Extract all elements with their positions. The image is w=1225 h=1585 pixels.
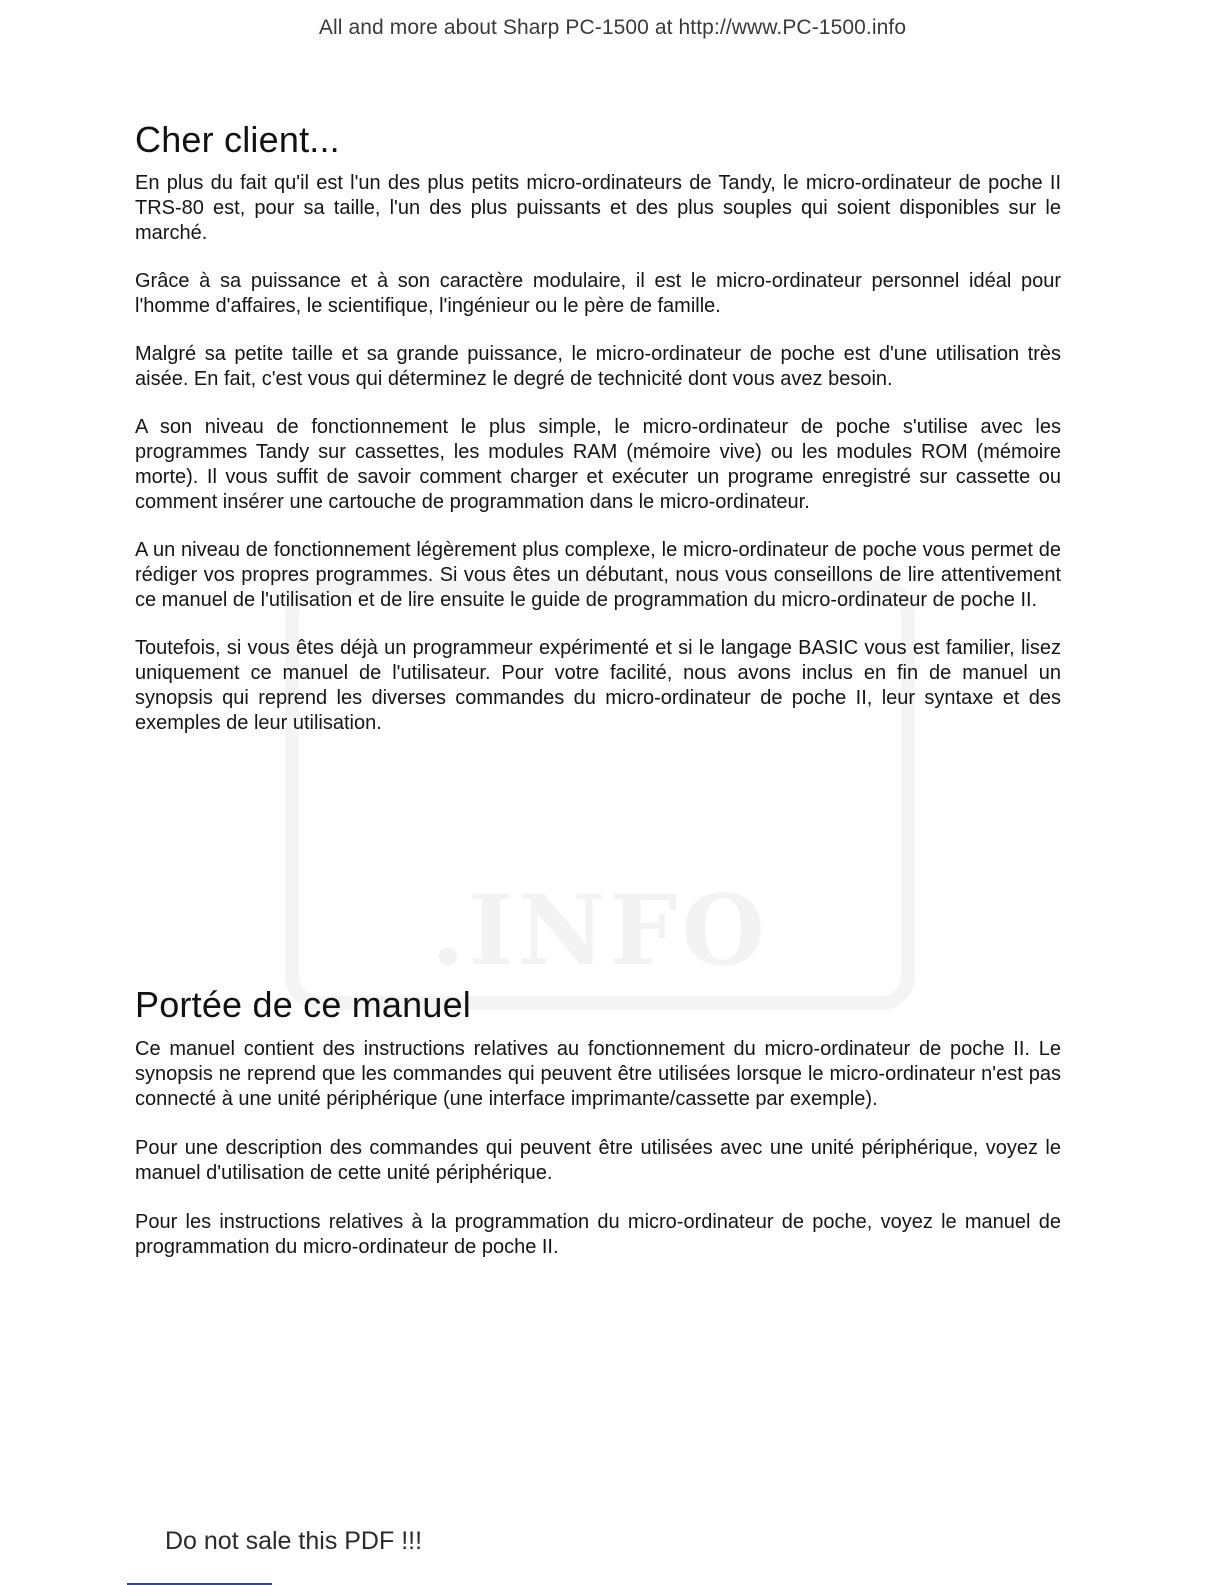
section-title: Cher client...	[135, 119, 340, 160]
section-cher-client	[135, 118, 1061, 759]
paragraph: Pour une description des commandes qui peuvent être utilisées avec une unité périphérique, voyez le manuel d'utilisation de cette unité périphérique.	[135, 1137, 1061, 1184]
section-portee-manuel	[135, 983, 1061, 1284]
paragraph: Grâce à sa puissance et à son caractère modulaire, il est le micro-ordinateur personnel idéal pour l'homme d'affaires, le scientifique, l'ingénieur ou le père de famille.	[135, 270, 1061, 317]
paragraph: A un niveau de fonctionnement légèrement plus complexe, le micro-ordinateur de poche vous permet de rédiger vos propres programmes. Si vous êtes un débutant, nous vous conseillons de lire attentivement ce manuel de l'utilisation et de lire ensuite le guide de programmation du micro-ordinateur de poche II.	[135, 539, 1061, 611]
header-note: All and more about Sharp PC-1500 at http://www.PC-1500.info	[318, 16, 907, 39]
paragraph: Pour les instructions relatives à la programmation du micro-ordinateur de poche, voyez le manuel de programmation du micro-ordinateur de poche II.	[135, 1211, 1061, 1258]
paragraph: Ce manuel contient des instructions relatives au fonctionnement du micro-ordinateur de poche II. Le synopsis ne reprend que les commandes qui peuvent être utilisées lorsque le micro-ordinateur n'est pas connecté à une unité périphérique (une interface imprimante/cassette par exemple).	[135, 1038, 1061, 1110]
paragraph: A son niveau de fonctionnement le plus simple, le micro-ordinateur de poche s'utilise avec les programmes Tandy sur cassettes, les modules RAM (mémoire vive) ou les modules ROM (mémoire morte). Il vous suffit de savoir comment charger et exécuter un programe enregistré sur cassette ou comment insérer une cartouche de programmation dans le micro-ordinateur.	[135, 416, 1061, 513]
section-title: Portée de ce manuel	[135, 984, 472, 1025]
footer-note: Do not sale this PDF !!!	[165, 1527, 423, 1555]
paragraph: Malgré sa petite taille et sa grande puissance, le micro-ordinateur de poche est d'une utilisation très aisée. En fait, c'est vous qui déterminez le degré de technicité dont vous avez besoin.	[135, 343, 1061, 390]
watermark-text: .INFO	[431, 874, 769, 987]
paragraph: Toutefois, si vous êtes déjà un programmeur expérimenté et si le langage BASIC vous est familier, lisez uniquement ce manuel de l'utilisateur. Pour votre facilité, nous avons inclus en fin de manuel un synopsis qui reprend les diverses commandes du micro-ordinateur de poche II, leur syntaxe et des exemples de leur utilisation.	[135, 637, 1061, 734]
paragraph: En plus du fait qu'il est l'un des plus petits micro-ordinateurs de Tandy, le micro-ordinateur de poche II TRS-80 est, pour sa taille, l'un des plus puissants et des plus souples qui soient disponibles sur le marché.	[135, 172, 1061, 244]
